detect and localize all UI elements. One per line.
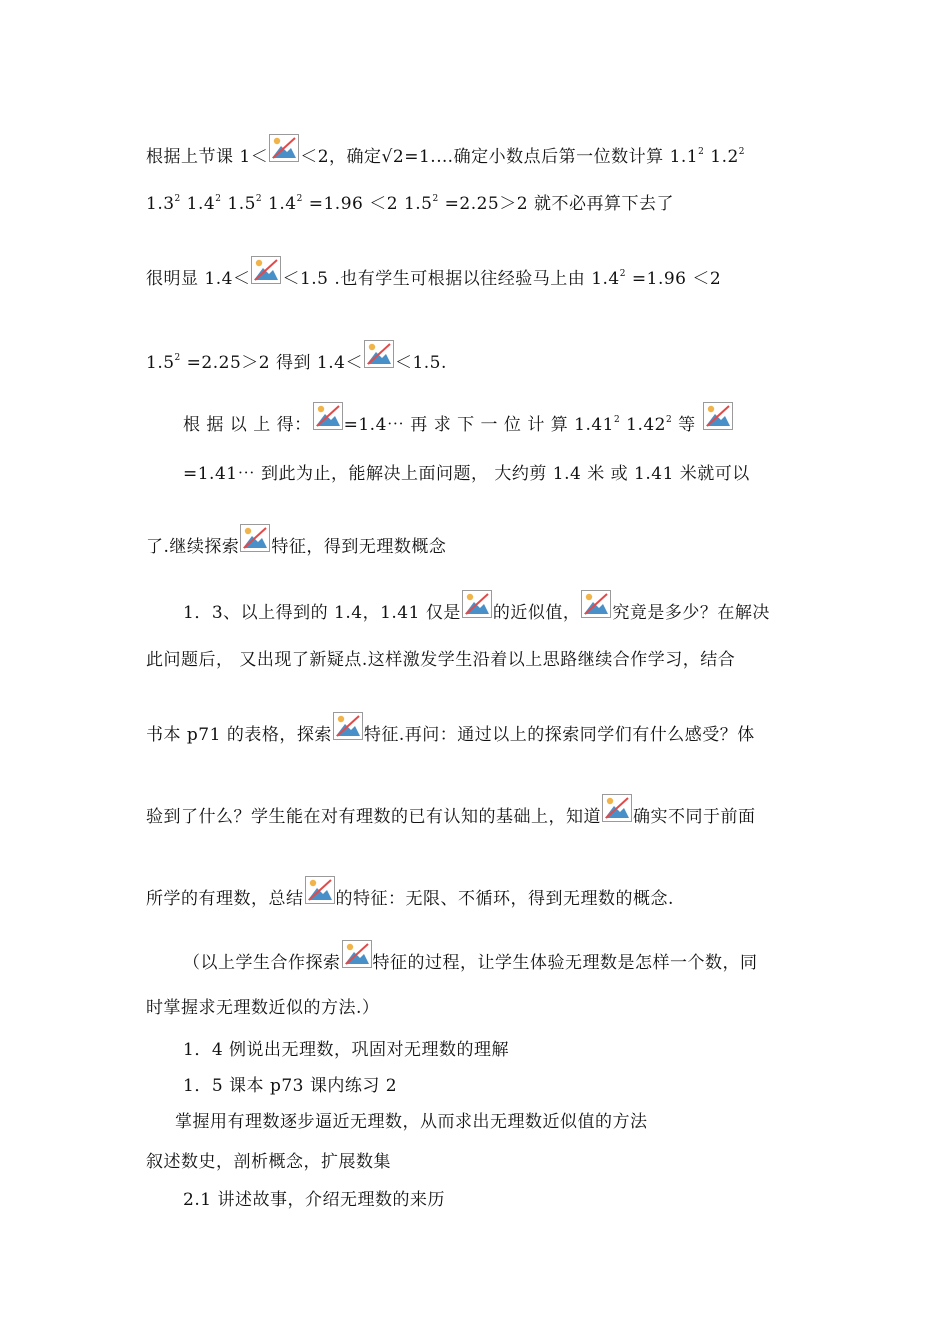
text-line-18: 叙述数史，剖析概念，扩展数集 <box>146 1152 391 1172</box>
broken-image-icon <box>251 256 281 284</box>
broken-image-icon <box>313 402 343 430</box>
text-line-16: 1．5 课本 p73 课内练习 2 <box>183 1076 398 1096</box>
broken-image-icon <box>342 940 372 968</box>
broken-image-icon <box>581 590 611 618</box>
broken-image-icon <box>703 402 733 430</box>
text-line-13: （以上学生合作探索 特征的过程，让学生体验无理数是怎样一个数，同 <box>183 940 758 975</box>
text-line-6: =1.41⋯ 到此为止，能解决上面问题， 大约剪 1.4 米 或 1.41 米就可以 <box>183 464 750 484</box>
text-line-14: 时掌握求无理数近似的方法.） <box>146 998 380 1018</box>
text-line-19: 2.1 讲述故事，介绍无理数的来历 <box>183 1190 445 1210</box>
broken-image-icon <box>333 712 363 740</box>
broken-image-icon <box>462 590 492 618</box>
broken-image-icon <box>305 876 335 904</box>
text-line-8: 1．3、以上得到的 1.4，1.41 仅是 的近似值， 究竟是多少？在解决 <box>183 590 770 625</box>
text-line-15: 1．4 例说出无理数，巩固对无理数的理解 <box>183 1040 510 1060</box>
text-line-12: 所学的有理数，总结 的特征：无限、不循环，得到无理数的概念. <box>146 876 674 911</box>
broken-image-icon <box>269 134 299 162</box>
text-line-3: 很明显 1.4＜ ＜1.5 .也有学生可根据以往经验马上由 $1.4^2 =1.96 <2$ <box>146 256 721 291</box>
text-line-7: 了.继续探索 特征，得到无理数概念 <box>146 524 446 559</box>
broken-image-icon <box>364 340 394 368</box>
text-line-2: $1.3^2$ $1.4^2$ $1.5^2$ $1.4^2 =1.96 <2$ $1.5^2 =2.25>2$ 就不必再算下去了 <box>146 194 674 214</box>
broken-image-icon <box>602 794 632 822</box>
text-line-11: 验到了什么？学生能在对有理数的已有认知的基础上，知道 确实不同于前面 <box>146 794 756 829</box>
text-line-10: 书本 p71 的表格，探索 特征.再问：通过以上的探索同学们有什么感受？体 <box>146 712 755 747</box>
text-line-4: $1.5^2 =2.25>2$ 得到 1.4＜ ＜1.5. <box>146 340 447 375</box>
text-line-17: 掌握用有理数逐步逼近无理数，从而求出无理数近似值的方法 <box>175 1112 648 1132</box>
broken-image-icon <box>240 524 270 552</box>
text-line-5: 根 据 以 上 得： =1.4⋯ 再 求 下 一 位 计 算 1.41$^2$ 1.42$^2$ 等 <box>183 402 734 437</box>
text-line-1: 根据上节课 1＜ ＜2，确定√2=1.…确定小数点后第一位数计算 $1.1^2$ $1.2^2$ <box>146 134 745 169</box>
text-line-9: 此问题后， 又出现了新疑点.这样激发学生沿着以上思路继续合作学习，结合 <box>146 650 736 670</box>
